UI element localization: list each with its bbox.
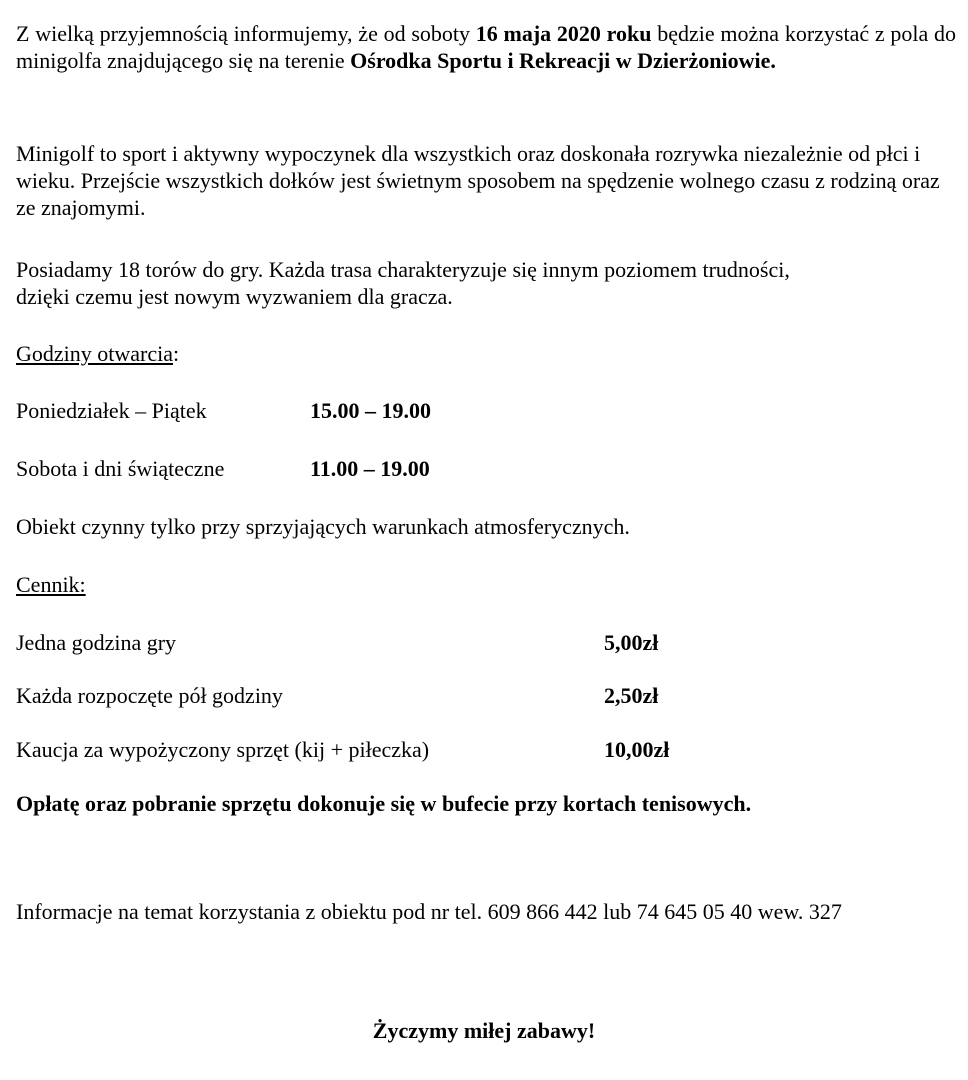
closing-wish: Życzymy miłej zabawy! — [372, 1018, 596, 1043]
description-paragraph: Minigolf to sport i aktywny wypoczynek dla wszystkich oraz doskonała rozrywka niezależnie od płci i wieku. Przejście wszystkich dołków jest świetnym sposobem na spędzenie wolnego czasu z rodziną oraz ze znajomymi. — [16, 141, 940, 220]
hours-row-value: 15.00 – 19.00 — [310, 398, 431, 423]
contact-info: Informacje na temat korzystania z obiektu pod nr tel. 609 866 442 lub 74 645 05 40 wew. 327 — [16, 899, 842, 924]
courses-line-2: dzięki czemu jest nowym wyzwaniem dla gracza. — [16, 284, 453, 309]
price-row-hour — [16, 629, 956, 656]
price-row-value: 10,00zł — [604, 737, 670, 762]
price-row-deposit — [16, 736, 956, 763]
price-row-label: Kaucja za wypożyczony sprzęt (kij + piłeczka) — [16, 737, 430, 762]
intro-paragraph — [16, 20, 956, 74]
price-row-half-hour — [16, 682, 956, 709]
payment-note: Opłatę oraz pobranie sprzętu dokonuje się w bufecie przy kortach tenisowych. — [16, 791, 752, 816]
opening-date: 16 maja 2020 roku — [475, 21, 652, 46]
intro-text-2: będzie można korzystać z pola do minigolfa znajdującego się na terenie — [16, 21, 956, 73]
facility-name: Ośrodka Sportu i Rekreacji w Dzierżoniowie. — [350, 48, 776, 73]
hours-row-label: Poniedziałek – Piątek — [16, 398, 207, 423]
weather-note: Obiekt czynny tylko przy sprzyjających warunkach atmosferycznych. — [16, 514, 630, 539]
courses-line-1: Posiadamy 18 torów do gry. Każda trasa charakteryzuje się innym poziomem trudności, — [16, 257, 790, 282]
price-row-value: 2,50zł — [604, 683, 659, 708]
hours-heading-text: Godziny otwarcia — [16, 341, 173, 366]
hours-heading-colon: : — [173, 341, 180, 366]
price-row-value: 5,00zł — [604, 630, 659, 655]
prices-heading — [16, 571, 956, 598]
hours-heading — [16, 340, 956, 367]
hours-row-weekdays — [16, 397, 956, 424]
price-row-label: Jedna godzina gry — [16, 630, 177, 655]
courses-paragraph — [16, 256, 956, 310]
price-row-label: Każda rozpoczęte pół godziny — [16, 683, 283, 708]
intro-text-1: Z wielką przyjemnością informujemy, że od soboty — [16, 21, 476, 46]
hours-row-weekend — [16, 455, 956, 482]
hours-row-label: Sobota i dni świąteczne — [16, 456, 225, 481]
hours-row-value: 11.00 – 19.00 — [310, 456, 430, 481]
prices-heading-text: Cennik: — [16, 572, 86, 597]
